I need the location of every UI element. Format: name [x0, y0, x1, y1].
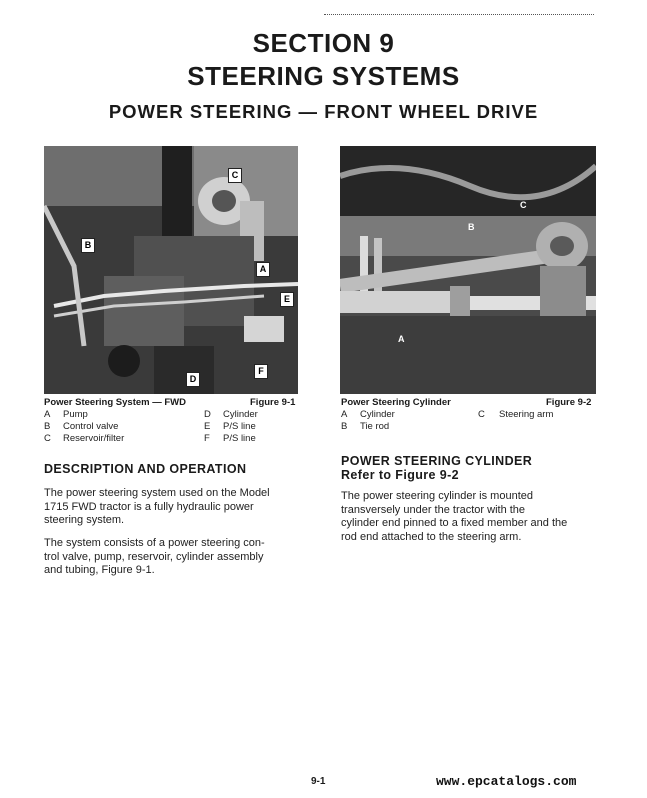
- section-subtitle: POWER STEERING — FRONT WHEEL DRIVE: [108, 101, 539, 122]
- legend-key-c: C: [44, 433, 51, 444]
- callout-b: B: [81, 238, 95, 253]
- legend-key-a: A: [341, 409, 348, 420]
- legend-text-d: Cylinder: [223, 409, 258, 420]
- legend-key-e: E: [204, 421, 211, 432]
- cylinder-heading: POWER STEERING CYLINDER: [341, 454, 533, 468]
- legend-text-a: Pump: [63, 409, 88, 420]
- page-number: 9-1: [311, 776, 326, 787]
- legend-text-e: P/S line: [223, 421, 256, 432]
- description-paragraph-1: [44, 487, 300, 528]
- legend-text-b: Tie rod: [360, 421, 390, 432]
- callout-c: C: [228, 168, 242, 183]
- text-line: steering system.: [44, 514, 125, 526]
- callout-b: B: [468, 222, 475, 232]
- text-line: The power steering cylinder is mounted: [341, 490, 533, 502]
- figure-9-1-photo: [44, 146, 298, 394]
- callout-f: F: [254, 364, 268, 379]
- text-line: rod end attached to the steering arm.: [341, 530, 522, 543]
- figure-9-2-number: Figure 9-2: [546, 397, 592, 408]
- callout-a: A: [398, 334, 405, 344]
- figure-9-1-number: Figure 9-1: [250, 397, 296, 408]
- section-number: SECTION 9: [252, 28, 395, 58]
- cylinder-paragraph: [341, 490, 597, 544]
- header-rule: [324, 14, 594, 15]
- callout-e: E: [280, 292, 294, 307]
- callout-a: A: [256, 262, 270, 277]
- text-line: and tubing, Figure 9-1.: [44, 564, 155, 576]
- description-paragraph-2: [44, 537, 300, 578]
- description-heading: DESCRIPTION AND OPERATION: [44, 462, 247, 476]
- figure-9-2-photo: [340, 146, 596, 394]
- figure-9-2-caption: Power Steering Cylinder: [341, 397, 451, 408]
- text-line: cylinder end pinned to a fixed member and the: [341, 517, 568, 529]
- text-line: 1715 FWD tractor is a fully hydraulic power: [44, 500, 254, 513]
- watermark-url: www.epcatalogs.com: [436, 774, 577, 789]
- legend-key-b: B: [44, 421, 51, 432]
- text-line: The system consists of a power steering con-: [44, 537, 265, 549]
- legend-text-f: P/S line: [223, 433, 256, 444]
- text-line: transversely under the tractor with the: [341, 503, 526, 516]
- legend-key-d: D: [204, 409, 211, 420]
- text-line: trol valve, pump, reservoir, cylinder assembly: [44, 550, 264, 563]
- callout-d: D: [186, 372, 200, 387]
- legend-text-c: Reservoir/filter: [63, 433, 125, 444]
- text-line: The power steering system used on the Model: [44, 487, 270, 499]
- legend-key-a: A: [44, 409, 51, 420]
- figure-9-1-caption: Power Steering System — FWD: [44, 397, 187, 408]
- legend-key-f: F: [204, 433, 210, 444]
- legend-text-c: Steering arm: [499, 409, 554, 420]
- cylinder-subheading: Refer to Figure 9-2: [341, 468, 460, 482]
- section-title: STEERING SYSTEMS: [187, 61, 460, 91]
- legend-key-c: C: [478, 409, 485, 420]
- legend-text-b: Control valve: [63, 421, 119, 432]
- legend-text-a: Cylinder: [360, 409, 395, 420]
- callout-c: C: [520, 200, 527, 210]
- legend-key-b: B: [341, 421, 348, 432]
